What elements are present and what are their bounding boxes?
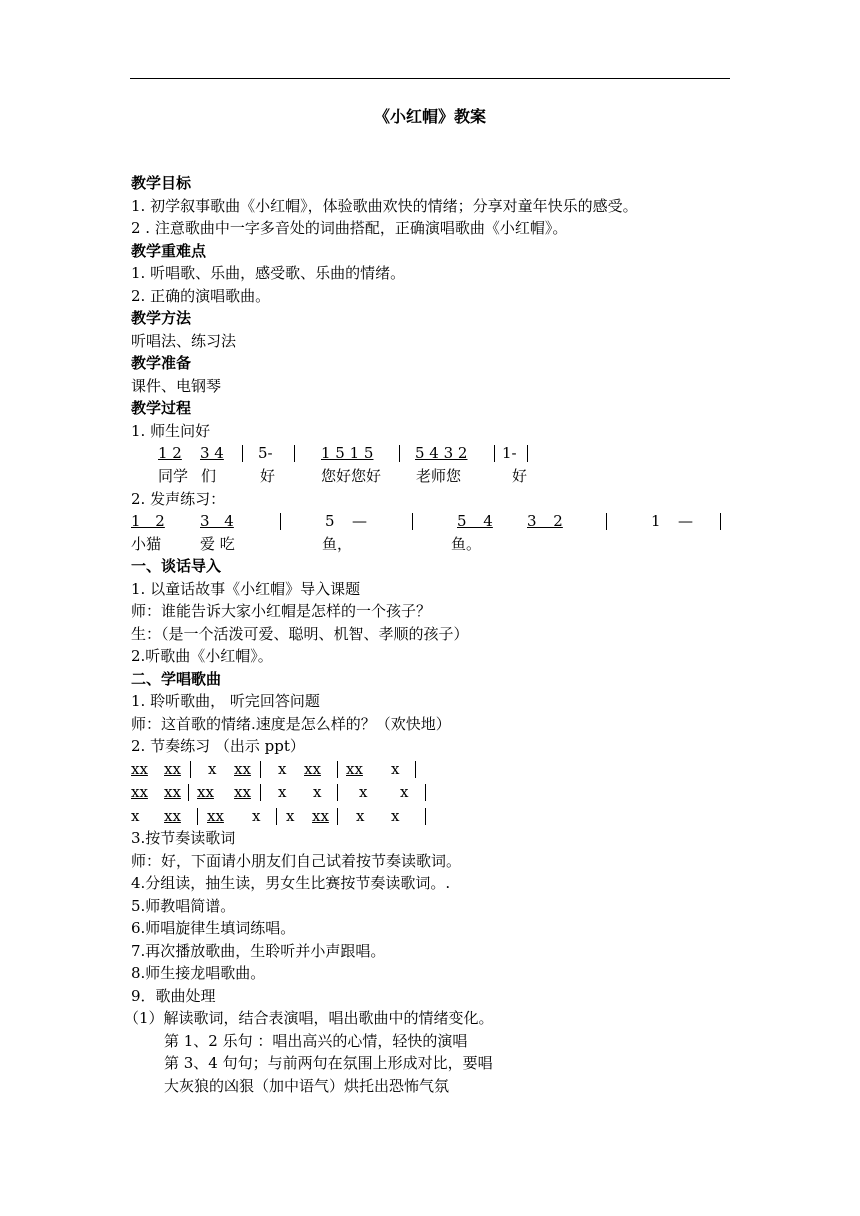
- rhythm-note: xx: [164, 807, 181, 825]
- dash: —: [352, 512, 367, 530]
- bar-line: [276, 808, 277, 825]
- rhythm-note: x: [391, 807, 400, 825]
- objective-item: 1. 初学叙事歌曲《小红帽》，体验歌曲欢快的情绪；分享对童年快乐的感受。: [131, 197, 638, 215]
- rhythm-note: x: [208, 760, 217, 778]
- note-group: 5 4 3 2: [415, 444, 468, 462]
- note-group: 1 2: [131, 512, 165, 530]
- rhythm-note: xx: [312, 807, 329, 825]
- section2-line: 6.师唱旋律生填词练唱。: [131, 919, 296, 937]
- note-group: 1 2: [158, 444, 182, 462]
- section1-line: 1. 以童话故事《小红帽》导入课题: [131, 580, 361, 598]
- lyric: 们: [201, 467, 217, 485]
- rhythm-note: xx: [131, 760, 148, 778]
- note-group: 1: [651, 512, 661, 530]
- bar-line: [399, 445, 400, 462]
- section2-line: 8.师生接龙唱歌曲。: [131, 964, 266, 982]
- section2-line: 1. 聆听歌曲， 听完回答问题: [131, 692, 320, 710]
- rhythm-note: xx: [234, 783, 251, 801]
- section2-line: 3.按节奏读歌词: [131, 829, 236, 847]
- bar-line: [294, 445, 295, 462]
- note-group: 3 4: [200, 444, 224, 462]
- lyric: 好: [260, 467, 276, 485]
- objective-item: 2 . 注意歌曲中一字多音处的词曲搭配，正确演唱歌曲《小红帽》。: [131, 219, 568, 237]
- bar-line: [527, 445, 528, 462]
- lyric: 同学: [158, 467, 189, 485]
- document-title: 《小红帽》教案: [373, 107, 486, 126]
- rhythm-note: x: [313, 783, 322, 801]
- section1-line: 2.听歌曲《小红帽》。: [131, 647, 273, 665]
- lyric: 爱 吃: [200, 535, 235, 553]
- bar-line: [494, 445, 495, 462]
- rhythm-note: x: [252, 807, 261, 825]
- lyric: 老师您: [416, 467, 462, 485]
- process-heading: 教学过程: [131, 399, 192, 417]
- rhythm-note: xx: [304, 760, 321, 778]
- methods-heading: 教学方法: [131, 309, 192, 327]
- rhythm-note: x: [400, 783, 409, 801]
- lyric: 您好您好: [321, 467, 382, 485]
- section2-line: 第 3、4 句句；与前两句在氛围上形成对比，要唱: [164, 1054, 493, 1072]
- preparation-text: 课件、电钢琴: [131, 377, 222, 395]
- rhythm-note: xx: [234, 760, 251, 778]
- bar-line: [412, 513, 413, 530]
- bar-line: [197, 808, 198, 825]
- bar-line: [190, 761, 191, 778]
- section1-line: 师：谁能告诉大家小红帽是怎样的一个孩子？: [131, 602, 432, 620]
- rhythm-note: x: [278, 783, 287, 801]
- section2-heading: 二、学唱歌曲: [131, 670, 222, 688]
- rhythm-note: x: [131, 807, 140, 825]
- key-point-item: 1. 听唱歌、乐曲，感受歌、乐曲的情绪。: [131, 264, 406, 282]
- key-point-item: 2. 正确的演唱歌曲。: [131, 287, 271, 305]
- section2-line: 7.再次播放歌曲，生聆听并小声跟唱。: [131, 942, 386, 960]
- rhythm-note: x: [356, 807, 365, 825]
- vocal-title: 2. 发声练习：: [131, 490, 226, 508]
- section2-line: 师：好，下面请小朋友们自己试着按节奏读歌词。: [131, 852, 462, 870]
- section2-line: 9．歌曲处理: [131, 987, 216, 1005]
- lyric: 鱼。: [451, 535, 482, 553]
- header-rule: [130, 78, 730, 79]
- lyric: 小猫: [131, 535, 162, 553]
- rhythm-note: xx: [131, 783, 148, 801]
- rhythm-note: x: [391, 760, 400, 778]
- note-group: 5: [325, 512, 335, 530]
- rhythm-note: x: [359, 783, 368, 801]
- bar-line: [720, 513, 721, 530]
- section2-line: 大灰狼的凶狠（加中语气）烘托出恐怖气氛: [164, 1077, 450, 1095]
- methods-text: 听唱法、练习法: [131, 332, 237, 350]
- greeting-title: 1. 师生问好: [131, 422, 211, 440]
- lyric: 鱼，: [322, 535, 353, 553]
- section1-heading: 一、谈话导入: [131, 557, 222, 575]
- note-group: 5 4: [457, 512, 493, 530]
- note-group: 5-: [258, 444, 273, 462]
- section2-line: （1）解读歌词，结合表演唱，唱出歌曲中的情绪变化。: [124, 1009, 494, 1027]
- section1-line: 生：（是一个活泼可爱、聪明、机智、孝顺的孩子）: [131, 625, 469, 643]
- bar-line: [260, 784, 261, 801]
- bar-line: [242, 445, 243, 462]
- bar-line: [337, 784, 338, 801]
- section2-line: 师：这首歌的情绪.速度是怎么样的？（欢快地）: [131, 715, 451, 733]
- section2-line: 2. 节奏练习 （出示 ppt）: [131, 737, 305, 755]
- dash: —: [678, 512, 693, 530]
- note-group: 1-: [502, 444, 517, 462]
- bar-line: [188, 784, 189, 801]
- rhythm-note: xx: [164, 760, 181, 778]
- bar-line: [425, 784, 426, 801]
- key-points-heading: 教学重难点: [131, 242, 207, 260]
- rhythm-note: xx: [346, 760, 363, 778]
- bar-line: [337, 808, 338, 825]
- lyric: 好: [512, 467, 528, 485]
- rhythm-note: x: [278, 760, 287, 778]
- bar-line: [337, 761, 338, 778]
- note-group: 1 5 1 5: [321, 444, 374, 462]
- section2-line: 5.师教唱简谱。: [131, 897, 236, 915]
- note-group: 3 4: [200, 512, 234, 530]
- rhythm-note: xx: [197, 783, 214, 801]
- preparation-heading: 教学准备: [131, 354, 192, 372]
- rhythm-note: xx: [164, 783, 181, 801]
- bar-line: [415, 761, 416, 778]
- bar-line: [260, 761, 261, 778]
- section2-line: 第 1、2 乐句 ：唱出高兴的心情，轻快的演唱: [164, 1032, 468, 1050]
- section2-line: 4.分组读，抽生读，男女生比赛按节奏读歌词。.: [131, 874, 451, 892]
- bar-line: [606, 513, 607, 530]
- bar-line: [280, 513, 281, 530]
- note-group: 3 2: [527, 512, 563, 530]
- objectives-heading: 教学目标: [131, 174, 192, 192]
- rhythm-note: x: [286, 807, 295, 825]
- bar-line: [425, 808, 426, 825]
- rhythm-note: xx: [207, 807, 224, 825]
